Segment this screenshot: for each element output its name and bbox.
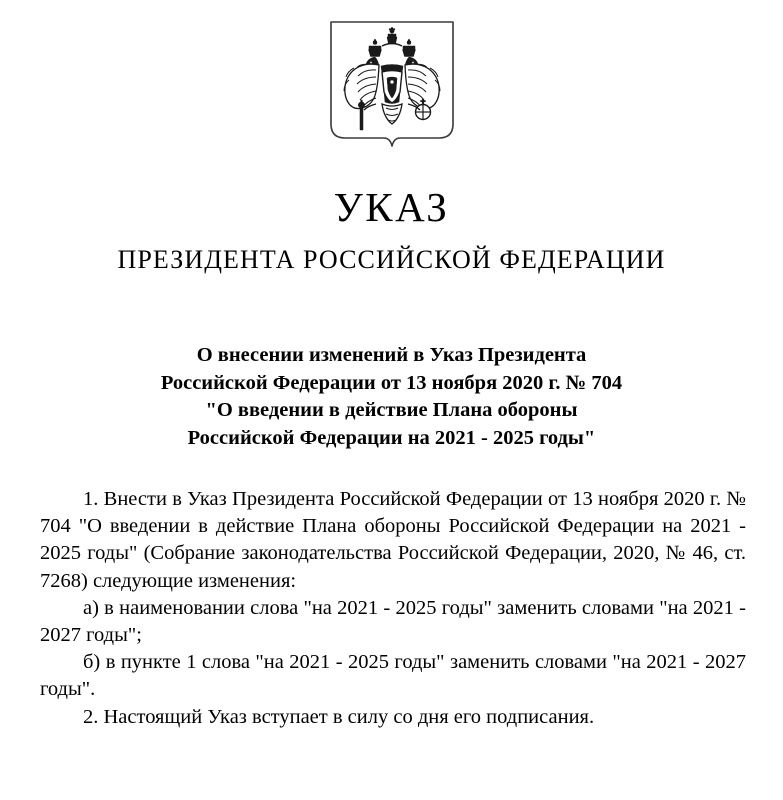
caption-line-1: О внесении изменений в Указ Президента bbox=[196, 344, 587, 366]
russian-coat-of-arms-icon bbox=[324, 20, 460, 168]
decree-body bbox=[40, 486, 746, 731]
body-paragraph-3: б) в пункте 1 слова "на 2021 - 2025 годы" заменить словами "на 2021 - 2027 годы". bbox=[40, 651, 746, 701]
caption-line-4: Российской Федерации на 2021 - 2025 годы" bbox=[187, 426, 596, 449]
body-paragraph-4: 2. Настоящий Указ вступает в силу со дня его подписания. bbox=[83, 705, 595, 728]
page-title: УКАЗ bbox=[333, 184, 450, 230]
decree-caption bbox=[60, 342, 723, 452]
caption-line-3: "О введении в действие Плана обороны bbox=[205, 399, 578, 421]
body-paragraph-2: а) в наименовании слова "на 2021 - 2025 годы" заменить словами "на 2021 - 2027 годы"; bbox=[40, 596, 746, 647]
body-paragraph-1: 1. Внести в Указ Президента Российской Федерации от 13 ноября 2020 г. № 704 "О введении в действие Плана обороны Российской Федерации на 2021 - 2025 годы" (Собрание законодательства Российской Федерации, 2020, № 46, ст. 7268) следующие изменения: bbox=[40, 488, 746, 592]
caption-line-2: Российской Федерации от 13 ноября 2020 г. № 704 bbox=[160, 371, 623, 394]
page-subtitle: ПРЕЗИДЕНТА РОССИЙСКОЙ ФЕДЕРАЦИИ bbox=[117, 245, 666, 274]
emblem-container bbox=[0, 20, 783, 168]
